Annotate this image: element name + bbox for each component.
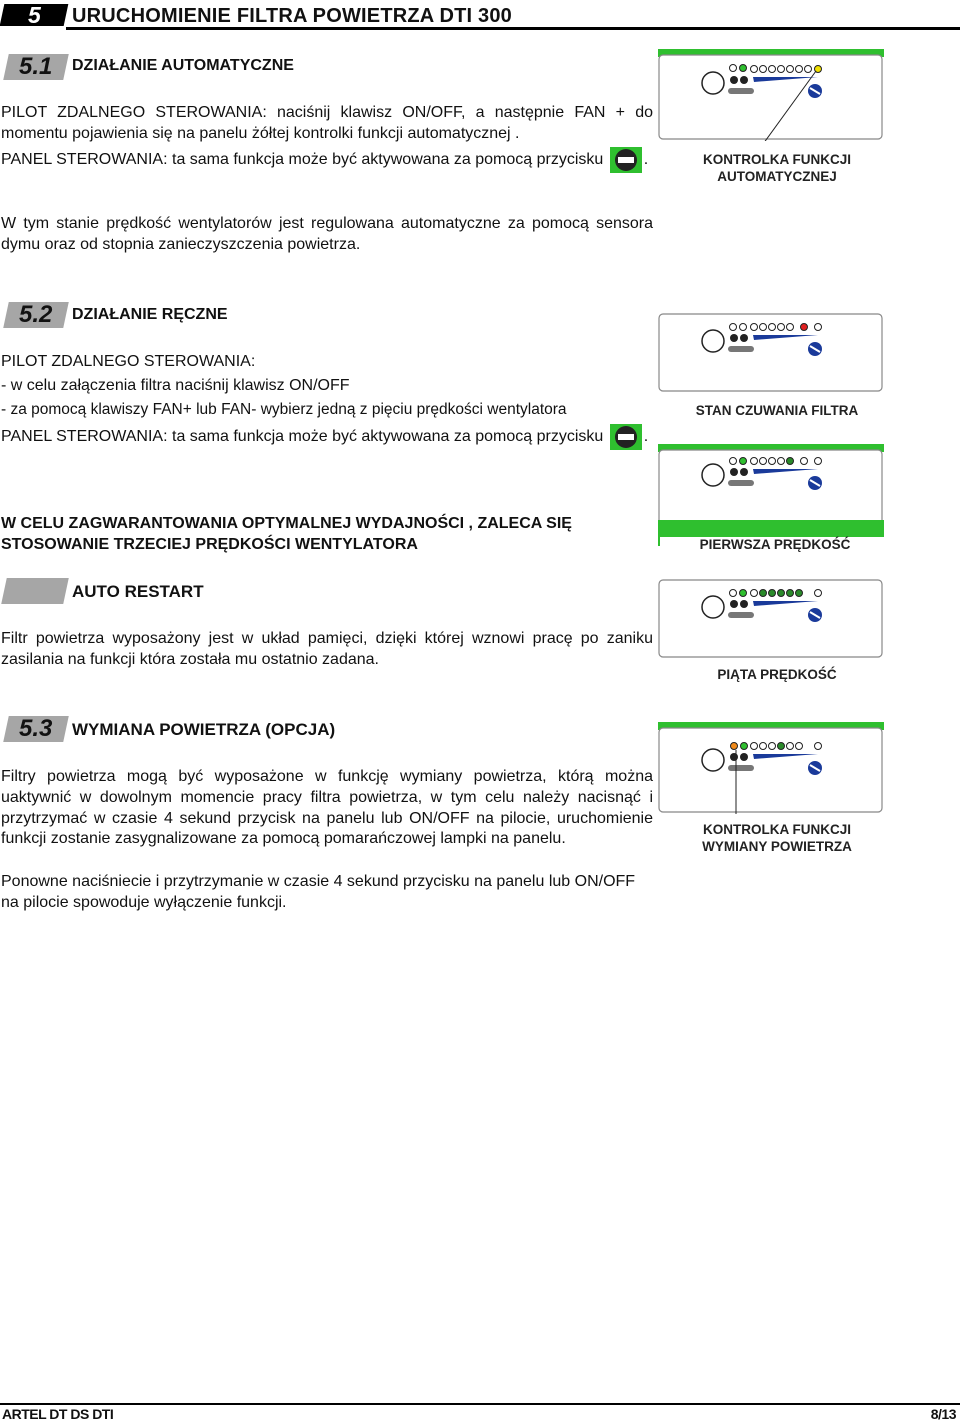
chapter-rule [66, 27, 960, 30]
section-number: 5.1 [3, 54, 69, 80]
section-number: 5.3 [3, 716, 69, 742]
warning-line: STOSOWANIE TRZECIEJ PRĘDKOŚCI WENTYLATORA [1, 536, 418, 553]
panel-caption: PIĄTA PRĘDKOŚĆ [717, 667, 837, 682]
paragraph: Ponowne naciśniecie i przytrzymanie w czasie 4 sekund przycisku na panelu lub ON/OFF na pilocie spowoduje wyłączenie funkcji. [1, 873, 636, 911]
control-panel-standby [658, 313, 884, 393]
section-bar [1, 578, 69, 604]
footer-left: ARTEL DT DS DTI [2, 1406, 114, 1422]
auto-button-icon [610, 147, 642, 173]
paragraph: Filtry powietrza mogą być wyposażone w funkcję wymiany powietrza, którą można uaktywnić w dowolnym momencie pracy filtra powietrza, w tym celu należy nacisnąć i przytrzymać w czasie 4 sekund przycisk na panelu lub ON/OFF na pilocie, uruchomienie funkcji zostanie zasygnalizowane za pomocą pomarańczowej lampki na panelu. [1, 768, 653, 848]
panel-caption: KONTROLKA FUNKCJI AUTOMATYCZNEJ [703, 152, 851, 184]
text-line: PILOT ZDALNEGO STEROWANIA: [1, 353, 256, 370]
paragraph: PANEL STEROWANIA: ta sama funkcja może być aktywowana za pomocą przycisku . [1, 147, 653, 173]
control-panel-air-exchange [658, 722, 884, 814]
section-title: AUTO RESTART [72, 582, 204, 601]
paragraph: PILOT ZDALNEGO STEROWANIA: naciśnij klawisz ON/OFF, a następnie FAN + do momentu pojawienia się na panelu żółtej kontrolki funkcji automatycznej . [1, 104, 653, 142]
panel-caption: KONTROLKA FUNKCJI WYMIANY POWIETRZA [702, 822, 852, 854]
auto-button-icon [610, 424, 642, 450]
chapter-title: URUCHOMIENIE FILTRA POWIETRZA DTI 300 [72, 5, 512, 27]
warning-line: W CELU ZAGWARANTOWANIA OPTYMALNEJ WYDAJNOŚCI , ZALECA SIĘ [1, 515, 572, 532]
section-title: DZIAŁANIE AUTOMATYCZNE [72, 57, 294, 74]
section-title: WYMIANA POWIETRZA (OPCJA) [72, 720, 336, 739]
page-number: 8/13 [930, 1406, 956, 1422]
control-panel-fifth-speed [658, 579, 884, 659]
paragraph: PANEL STEROWANIA: ta sama funkcja może być aktywowana za pomocą przycisku . [1, 424, 653, 450]
text-line: - za pomocą klawiszy FAN+ lub FAN- wybierz jedną z pięciu prędkości wentylatora [1, 401, 567, 418]
section-title: DZIAŁANIE RĘCZNE [72, 306, 228, 323]
control-panel-auto [658, 49, 884, 141]
panel-caption: STAN CZUWANIA FILTRA [695, 403, 859, 418]
footer-rule [0, 1403, 960, 1405]
panel-caption: PIERWSZA PRĘDKOŚĆ [660, 537, 890, 554]
section-number: 5.2 [3, 302, 69, 328]
text-line: - w celu załączenia filtra naciśnij klawisz ON/OFF [1, 377, 350, 394]
paragraph: Filtr powietrza wyposażony jest w układ pamięci, dzięki której wznowi pracę po zaniku zasilania na funkcji która została mu ostatnio zadana. [1, 630, 653, 668]
chapter-number: 5 [0, 4, 68, 26]
paragraph: W tym stanie prędkość wentylatorów jest regulowana automatyczne za pomocą sensora dymu oraz od stopnia zanieczyszczenia powietrza. [1, 215, 653, 253]
